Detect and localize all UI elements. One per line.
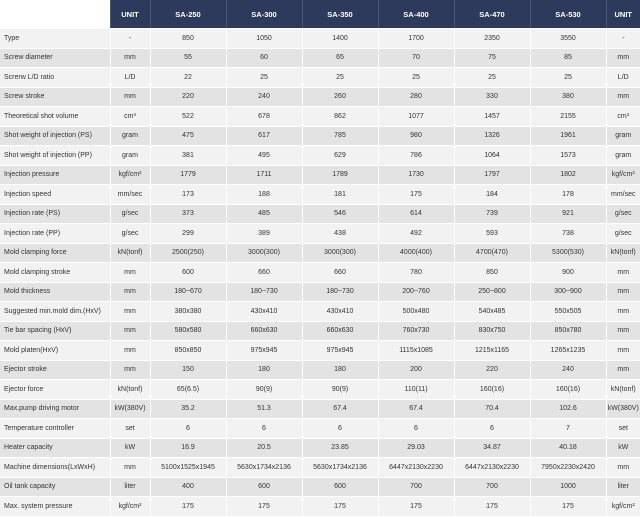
unit-cell: L/D [606, 68, 640, 88]
value-cell: 280 [378, 87, 454, 107]
unit-cell: mm [606, 321, 640, 341]
value-cell: 485 [226, 204, 302, 224]
row-label: Theoretical shot volume [0, 107, 110, 127]
row-label: Machine dimensions(LxWxH) [0, 458, 110, 478]
unit-cell: gram [110, 126, 150, 146]
unit-cell: mm/sec [606, 185, 640, 205]
value-cell: 522 [150, 107, 226, 127]
table-row [0, 224, 640, 244]
value-cell: 25 [454, 68, 530, 88]
value-cell: 181 [302, 185, 378, 205]
table-row [0, 263, 640, 283]
row-label: Max.pump driving motor [0, 399, 110, 419]
unit-cell: - [606, 29, 640, 49]
value-cell: 150 [150, 360, 226, 380]
unit-cell: kgf/cm² [110, 165, 150, 185]
value-cell: 550x505 [530, 302, 606, 322]
value-cell: 2350 [454, 29, 530, 49]
table-row [0, 243, 640, 263]
value-cell: 850x850 [150, 341, 226, 361]
unit-cell: g/sec [110, 224, 150, 244]
unit-cell: kN(tonf) [606, 243, 640, 263]
value-cell: 389 [226, 224, 302, 244]
value-cell: 1077 [378, 107, 454, 127]
row-label: Screw stroke [0, 87, 110, 107]
value-cell: 70.4 [454, 399, 530, 419]
value-cell: 780 [378, 263, 454, 283]
value-cell: 1215x1165 [454, 341, 530, 361]
value-cell: 51.3 [226, 399, 302, 419]
table-row [0, 419, 640, 439]
unit-cell: g/sec [110, 204, 150, 224]
table-row [0, 282, 640, 302]
value-cell: 975x945 [226, 341, 302, 361]
value-cell: 240 [530, 360, 606, 380]
table-row [0, 165, 640, 185]
value-cell: 4700(470) [454, 243, 530, 263]
unit-cell: mm [110, 282, 150, 302]
row-label: Oil tank capacity [0, 477, 110, 497]
value-cell: 29.03 [378, 438, 454, 458]
unit-cell: mm [110, 87, 150, 107]
value-cell: 660x630 [226, 321, 302, 341]
value-cell: 178 [530, 185, 606, 205]
value-cell: 330 [454, 87, 530, 107]
value-cell: 593 [454, 224, 530, 244]
row-label: Injection pressure [0, 165, 110, 185]
value-cell: 200~760 [378, 282, 454, 302]
value-cell: 173 [150, 185, 226, 205]
table-row [0, 380, 640, 400]
table-row [0, 68, 640, 88]
unit-cell: mm [110, 321, 150, 341]
value-cell: 862 [302, 107, 378, 127]
value-cell: 1573 [530, 146, 606, 166]
value-cell: 678 [226, 107, 302, 127]
value-cell: 381 [150, 146, 226, 166]
value-cell: 600 [302, 477, 378, 497]
value-cell: 660 [302, 263, 378, 283]
unit-cell: kN(tonf) [110, 380, 150, 400]
row-label: Type [0, 29, 110, 49]
row-label: Shot weight of injection (PP) [0, 146, 110, 166]
header-cell: SA-400 [378, 0, 454, 29]
value-cell: 617 [226, 126, 302, 146]
value-cell: 175 [378, 185, 454, 205]
value-cell: 6 [150, 419, 226, 439]
header-cell: UNIT [606, 0, 640, 29]
value-cell: 1797 [454, 165, 530, 185]
unit-cell: mm/sec [110, 185, 150, 205]
value-cell: 1265x1235 [530, 341, 606, 361]
unit-cell: kW [110, 438, 150, 458]
row-label: Heater capacity [0, 438, 110, 458]
value-cell: 220 [454, 360, 530, 380]
value-cell: 850 [454, 263, 530, 283]
value-cell: 1050 [226, 29, 302, 49]
value-cell: 1326 [454, 126, 530, 146]
table-row [0, 341, 640, 361]
value-cell: 1457 [454, 107, 530, 127]
value-cell: 200 [378, 360, 454, 380]
header-cell: SA-250 [150, 0, 226, 29]
value-cell: 3000(300) [302, 243, 378, 263]
value-cell: 160(16) [454, 380, 530, 400]
row-label: Injection rate (PP) [0, 224, 110, 244]
value-cell: 175 [530, 497, 606, 517]
table-row [0, 399, 640, 419]
unit-cell: mm [110, 48, 150, 68]
row-label: Shot weight of injection (PS) [0, 126, 110, 146]
value-cell: 1730 [378, 165, 454, 185]
row-label: Ejector stroke [0, 360, 110, 380]
value-cell: 600 [226, 477, 302, 497]
unit-cell: kN(tonf) [110, 243, 150, 263]
unit-cell: mm [110, 360, 150, 380]
value-cell: 175 [226, 497, 302, 517]
value-cell: 16.9 [150, 438, 226, 458]
value-cell: 1779 [150, 165, 226, 185]
value-cell: 7950x2230x2420 [530, 458, 606, 478]
row-label: Temperature controller [0, 419, 110, 439]
value-cell: 180~670 [150, 282, 226, 302]
value-cell: 850x780 [530, 321, 606, 341]
value-cell: 180 [226, 360, 302, 380]
value-cell: 70 [378, 48, 454, 68]
unit-cell: mm [606, 302, 640, 322]
unit-cell: kgf/cm² [110, 497, 150, 517]
value-cell: 160(16) [530, 380, 606, 400]
table-row [0, 87, 640, 107]
table-row [0, 497, 640, 517]
row-label: Screrw L/D ratio [0, 68, 110, 88]
row-label: Max. system pressure [0, 497, 110, 517]
unit-cell: kN(tonf) [606, 380, 640, 400]
row-label: Injection speed [0, 185, 110, 205]
unit-cell: cm³ [110, 107, 150, 127]
value-cell: 1400 [302, 29, 378, 49]
value-cell: 850 [150, 29, 226, 49]
header-cell: SA-470 [454, 0, 530, 29]
value-cell: 380 [530, 87, 606, 107]
value-cell: 6 [226, 419, 302, 439]
value-cell: 6447x2130x2230 [454, 458, 530, 478]
value-cell: 25 [378, 68, 454, 88]
value-cell: 1802 [530, 165, 606, 185]
value-cell: 4000(400) [378, 243, 454, 263]
unit-cell: mm [110, 341, 150, 361]
value-cell: 299 [150, 224, 226, 244]
row-label: Mold clamping stroke [0, 263, 110, 283]
table-row [0, 477, 640, 497]
value-cell: 660x630 [302, 321, 378, 341]
unit-cell: mm [606, 360, 640, 380]
table-row [0, 458, 640, 478]
value-cell: 35.2 [150, 399, 226, 419]
value-cell: 260 [302, 87, 378, 107]
value-cell: 438 [302, 224, 378, 244]
value-cell: 1064 [454, 146, 530, 166]
value-cell: 500x480 [378, 302, 454, 322]
value-cell: 102.6 [530, 399, 606, 419]
table-row [0, 48, 640, 68]
value-cell: 40.18 [530, 438, 606, 458]
value-cell: 250~800 [454, 282, 530, 302]
unit-cell: mm [606, 48, 640, 68]
table-row [0, 438, 640, 458]
value-cell: 1711 [226, 165, 302, 185]
unit-cell: g/sec [606, 224, 640, 244]
table-row [0, 126, 640, 146]
value-cell: 1789 [302, 165, 378, 185]
unit-cell: mm [606, 341, 640, 361]
unit-cell: liter [606, 477, 640, 497]
value-cell: 614 [378, 204, 454, 224]
value-cell: 67.4 [302, 399, 378, 419]
value-cell: 67.4 [378, 399, 454, 419]
value-cell: 34.87 [454, 438, 530, 458]
value-cell: 921 [530, 204, 606, 224]
row-label: Mold platen(HxV) [0, 341, 110, 361]
unit-cell: kgf/cm² [606, 497, 640, 517]
value-cell: 785 [302, 126, 378, 146]
value-cell: 580x580 [150, 321, 226, 341]
value-cell: 5630x1734x2136 [226, 458, 302, 478]
value-cell: 980 [378, 126, 454, 146]
value-cell: 5100x1525x1945 [150, 458, 226, 478]
row-label: Ejector force [0, 380, 110, 400]
unit-cell: cm³ [606, 107, 640, 127]
table-header [0, 0, 640, 29]
value-cell: 738 [530, 224, 606, 244]
value-cell: 180~730 [302, 282, 378, 302]
row-label: Tie bar spacing (HxV) [0, 321, 110, 341]
value-cell: 380x380 [150, 302, 226, 322]
value-cell: 6447x2130x2230 [378, 458, 454, 478]
value-cell: 55 [150, 48, 226, 68]
row-label: Injection rate (PS) [0, 204, 110, 224]
unit-cell: mm [606, 458, 640, 478]
table-row [0, 302, 640, 322]
header-cell: SA-530 [530, 0, 606, 29]
value-cell: 110(11) [378, 380, 454, 400]
unit-cell: L/D [110, 68, 150, 88]
table-row [0, 321, 640, 341]
unit-cell: gram [606, 146, 640, 166]
unit-cell: kgf/cm² [606, 165, 640, 185]
value-cell: 400 [150, 477, 226, 497]
value-cell: 7 [530, 419, 606, 439]
value-cell: 1000 [530, 477, 606, 497]
value-cell: 175 [302, 497, 378, 517]
value-cell: 1700 [378, 29, 454, 49]
value-cell: 180~730 [226, 282, 302, 302]
value-cell: 220 [150, 87, 226, 107]
value-cell: 23.85 [302, 438, 378, 458]
value-cell: 175 [150, 497, 226, 517]
value-cell: 600 [150, 263, 226, 283]
unit-cell: gram [110, 146, 150, 166]
header-cell: SA-350 [302, 0, 378, 29]
value-cell: 188 [226, 185, 302, 205]
value-cell: 3550 [530, 29, 606, 49]
unit-cell: mm [606, 263, 640, 283]
unit-cell: - [110, 29, 150, 49]
value-cell: 90(9) [302, 380, 378, 400]
value-cell: 475 [150, 126, 226, 146]
table-row [0, 29, 640, 49]
value-cell: 546 [302, 204, 378, 224]
value-cell: 430x410 [302, 302, 378, 322]
value-cell: 20.5 [226, 438, 302, 458]
value-cell: 495 [226, 146, 302, 166]
value-cell: 900 [530, 263, 606, 283]
value-cell: 25 [226, 68, 302, 88]
value-cell: 660 [226, 263, 302, 283]
value-cell: 6 [302, 419, 378, 439]
value-cell: 22 [150, 68, 226, 88]
value-cell: 2500(250) [150, 243, 226, 263]
value-cell: 700 [378, 477, 454, 497]
value-cell: 5630x1734x2136 [302, 458, 378, 478]
value-cell: 6 [454, 419, 530, 439]
table-body [0, 29, 640, 517]
value-cell: 1961 [530, 126, 606, 146]
value-cell: 975x945 [302, 341, 378, 361]
value-cell: 430x410 [226, 302, 302, 322]
value-cell: 2155 [530, 107, 606, 127]
value-cell: 240 [226, 87, 302, 107]
value-cell: 830x750 [454, 321, 530, 341]
unit-cell: mm [110, 458, 150, 478]
unit-cell: kW(380V) [606, 399, 640, 419]
row-label: Screw diameter [0, 48, 110, 68]
value-cell: 6 [378, 419, 454, 439]
value-cell: 786 [378, 146, 454, 166]
value-cell: 184 [454, 185, 530, 205]
value-cell: 90(9) [226, 380, 302, 400]
header-row [0, 0, 640, 29]
value-cell: 760x730 [378, 321, 454, 341]
header-cell: UNIT [110, 0, 150, 29]
row-label: Mold thickness [0, 282, 110, 302]
unit-cell: mm [110, 263, 150, 283]
value-cell: 175 [454, 497, 530, 517]
unit-cell: set [606, 419, 640, 439]
header-cell: SA-300 [226, 0, 302, 29]
value-cell: 540x485 [454, 302, 530, 322]
value-cell: 629 [302, 146, 378, 166]
row-label: Mold clamping force [0, 243, 110, 263]
value-cell: 5300(530) [530, 243, 606, 263]
value-cell: 373 [150, 204, 226, 224]
unit-cell: kW [606, 438, 640, 458]
unit-cell: liter [110, 477, 150, 497]
table-row [0, 185, 640, 205]
unit-cell: mm [606, 282, 640, 302]
unit-cell: g/sec [606, 204, 640, 224]
unit-cell: gram [606, 126, 640, 146]
value-cell: 492 [378, 224, 454, 244]
value-cell: 25 [530, 68, 606, 88]
value-cell: 180 [302, 360, 378, 380]
table-row [0, 204, 640, 224]
value-cell: 25 [302, 68, 378, 88]
unit-cell: set [110, 419, 150, 439]
value-cell: 65 [302, 48, 378, 68]
value-cell: 60 [226, 48, 302, 68]
value-cell: 85 [530, 48, 606, 68]
value-cell: 700 [454, 477, 530, 497]
value-cell: 175 [378, 497, 454, 517]
value-cell: 1115x1085 [378, 341, 454, 361]
table-row [0, 146, 640, 166]
table-row [0, 107, 640, 127]
unit-cell: mm [606, 87, 640, 107]
table-row [0, 360, 640, 380]
value-cell: 75 [454, 48, 530, 68]
value-cell: 739 [454, 204, 530, 224]
row-label: Suggested min.mold dim.(HxV) [0, 302, 110, 322]
unit-cell: kW(380V) [110, 399, 150, 419]
value-cell: 300~900 [530, 282, 606, 302]
value-cell: 3000(300) [226, 243, 302, 263]
header-corner [0, 0, 110, 29]
unit-cell: mm [110, 302, 150, 322]
value-cell: 65(6.5) [150, 380, 226, 400]
